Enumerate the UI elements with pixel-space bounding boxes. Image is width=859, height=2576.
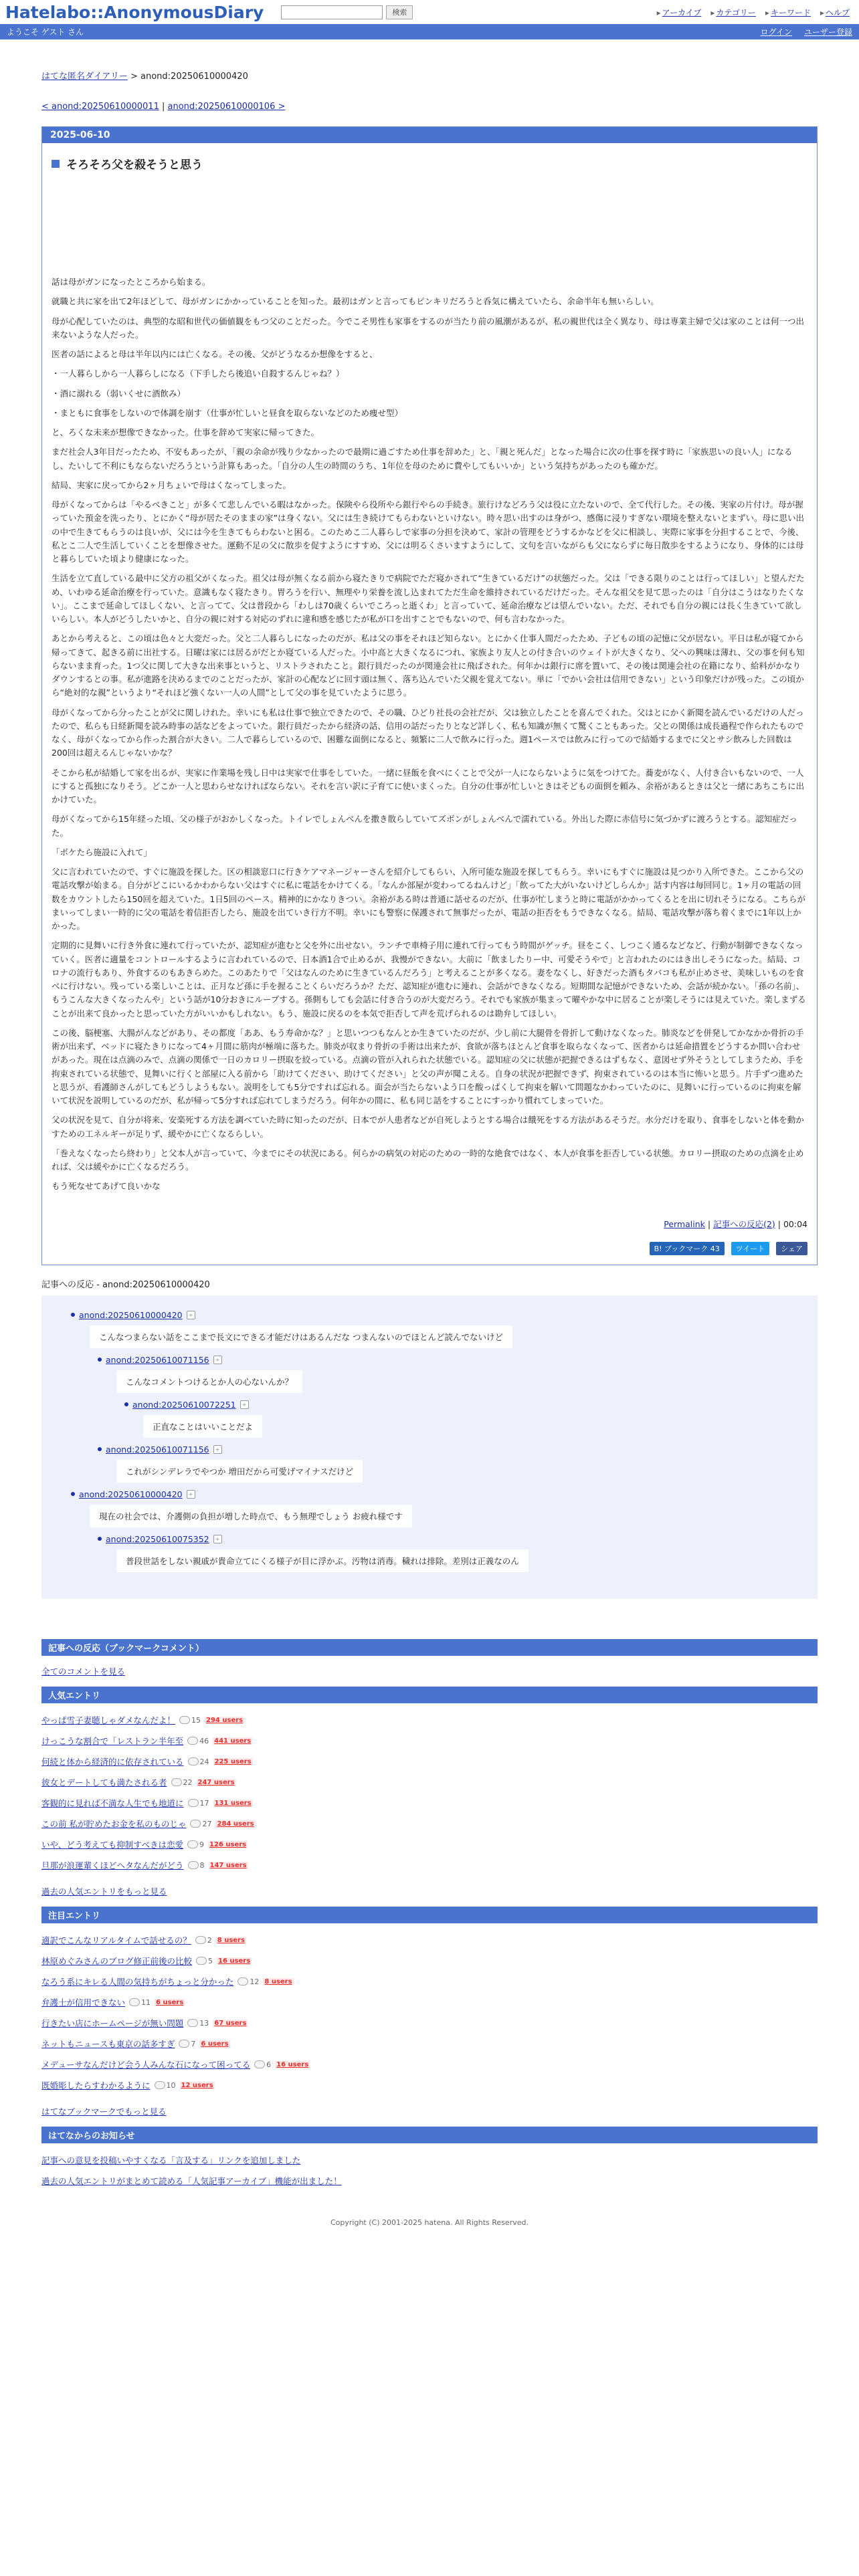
news-link[interactable]: 過去の人気エントリがまとめて読める「人気記事アーカイブ」機能が出ました！ [41, 2176, 342, 2186]
entry-list-item [41, 1793, 818, 1814]
popular-more-link[interactable]: 過去の人気エントリをもっと見る [41, 1886, 167, 1897]
permalink[interactable]: Permalink [664, 1218, 705, 1229]
reaction-text: これがシンデレラでやつか 増田だから可愛げマイナスだけど [116, 1460, 363, 1483]
popular-heading: 人気エントリ [41, 1687, 818, 1703]
bullet-icon [71, 1313, 75, 1317]
user-bar [0, 24, 859, 39]
bookmark-users-badge[interactable]: 126 users [209, 1840, 247, 1848]
bookmark-users-badge[interactable]: 8 users [217, 1936, 245, 1944]
entry-list-link[interactable]: 旦那が浪運輩くほどヘタなんだがどう [41, 1860, 184, 1870]
all-comments-row [41, 1665, 818, 1677]
entry-list-link[interactable]: いや、どう考えても抑制すべきは恋愛 [41, 1840, 184, 1850]
entry-list-item [41, 2075, 818, 2096]
reactions-tree [41, 1295, 818, 1599]
top-links [657, 7, 850, 18]
bookmark-icon[interactable]: + [213, 1356, 222, 1364]
comment-count-value: 2 [207, 1935, 212, 1945]
entry-paragraph: 医者の話によると母は半年以内には亡くなる。その後、父がどうなるか想像をすると、 [52, 349, 378, 359]
entry-list-link[interactable]: 林原めぐみさんのブログ修正前後の比較 [41, 1956, 193, 1966]
entry-paragraph: 父の状況を見て、自分が将来、安楽死する方法を調べていた時に知ったのだが、日本でが人患者などが自死しようとする場合は餓死をする方法があるそうだ。水分だけを取り、食事をしないと体を動かすための工ネルギーが足りず、緩やかに亡くなるらしい。 [52, 1115, 804, 1139]
entry-paragraph: 母がくなってから15年経った頃、父の様子がおかしくなった。トイレでしょんべんを撒き散らしていてズボンがしょんべんで濡れている。外出した際に赤信号に気づかずに渡ろうとする。認知症だった。 [52, 814, 797, 838]
entry-list-link[interactable]: なろう系にキレる人間の気持ちがちょっと分かった [41, 1977, 234, 1987]
entry-list-link[interactable]: 何続と体から経済的に依存されている [41, 1757, 184, 1767]
comment-count [187, 2019, 209, 2028]
bullet-icon [98, 1358, 102, 1362]
comment-count-value: 8 [199, 1860, 205, 1870]
comment-bubble-icon [187, 1840, 198, 1848]
bookmark-icon[interactable]: + [213, 1535, 222, 1543]
reaction-item [98, 1534, 804, 1579]
entry-paragraph: 定期的に見舞いに行き外食に連れて行っていたが、認知症が進むと父を外に出せない。ランチで車椅子用に連れて行ってもう時間がゲッチ。昼をこく、しつこく通るなどなど、行動が制御できなくなっていく。医者に適量をコントロールするように言われているので、日本酒1合で止めるが、我慢ができない。大前に「飲ましたりー中、可愛そうやで」と言われたのにはき出しそうになった。結局、コロナの流行もあり、外食するのもあきらめた。このあたりで「父はなんのために生きているんだろう」と考えることが多くなる。妻をなくし、好きだった酒もタバコも私が止めさせ、美味しいものを食べに行けない。残っている楽しいことは、正月など孫に手を握ることくらいだろうか？ただ、認知症が進むに連れ、会話ができなくなる。短期間な記憶ができないため、会話が続かない。「孫の名前」、もうこんな大きくなったんや」という話が10分おきにループする。孫側もしても会話に付き合うのが大変だろう。それでも家族が集まって曜やかな中に居ることが楽しそうには見えていた。楽しまずることが出来て良かったと思っていた方がいいかもしれない。もう、施設に戻るのを本気で拒否して声を荒げられるのは勘弁してほしい。 [52, 940, 806, 1018]
bookmark-users-badge[interactable]: 247 users [197, 1778, 235, 1786]
bookmark-users-badge[interactable]: 147 users [209, 1861, 247, 1869]
bookmark-button[interactable]: B! ブックマーク 43 [650, 1242, 725, 1255]
entry-list-link[interactable]: メデューサなんだけど会う人みんな石になって困ってる [41, 2060, 251, 2070]
entry-paragraph: 生活を立て直している最中に父方の祖父がくなった。祖父は母が無くなる前から寝たきりで病院でただ寝かされて“生きているだけ”の状態だった。父は「できる限りのことは行ってほしい」と望んだため、いわゆる延命治療を行っていた。意識もなく寝たきり。胃ろうを行い、無理やり栄養を流し込まれてただ生命を維持されているだけだった。そんな祖父を見て思ったのは「自分はこうはなりたくない」。ここまで延命してほしくない、と言ってて、父は普段から「わしは70歳くらいでころっと逝くわ」と言っていて、延命治療などは望んでいない。ただ、それでも自分の親には長く生きていて欲しいらしい。本人がどうしたいかと、自分の親に対する対応のずれに違和感を感じたが私が口を出すことでもないので、何も言わなかった。 [52, 573, 805, 624]
comment-bubble-icon [155, 2081, 165, 2089]
entry-list-link[interactable]: 客観的に見れば不満な人生でも地道に [41, 1798, 184, 1808]
bookmark-users-badge[interactable]: 67 users [214, 2019, 247, 2027]
entry-pager [41, 102, 818, 112]
reactions-link[interactable]: 記事への反応(2) [713, 1218, 775, 1229]
news-link[interactable]: 記事への意見を投稿いやすくなる「言及する」リンクを追加しました [41, 2155, 301, 2165]
entry-list-item [41, 1814, 818, 1834]
facebook-share-button[interactable]: シェア [776, 1242, 807, 1255]
comment-count [179, 2040, 195, 2048]
comment-count [188, 1861, 205, 1870]
entry-list-item [41, 2013, 818, 2034]
pager-divider: | [159, 102, 168, 112]
reaction-text: こんなコメントつけるとか人の心ないんか？ [116, 1370, 302, 1393]
bookmark-users-badge[interactable]: 6 users [156, 1998, 184, 2006]
entry-paragraph: 就職と共に家を出て2年ほどして、母がガンにかかっていることを知った。最初はガンと言ってもピンキリだろうと呑気に構えていたら、余命半年も無いらしい。 [52, 296, 659, 307]
featured-more-link[interactable]: はてなブックマークでもっと見る [41, 2106, 167, 2117]
bookmark-icon[interactable]: + [240, 1400, 249, 1409]
entry-footer [52, 1218, 807, 1230]
register-link[interactable]: ユーザー登録 [803, 27, 852, 37]
comment-count [188, 1799, 209, 1808]
entry-list-link[interactable]: 適訳でこんなリアルタイムで話せるの？ [41, 1935, 191, 1945]
comment-bubble-icon [129, 1998, 140, 2006]
comment-count [187, 1840, 204, 1849]
entry-date: 2025-06-10 [42, 127, 817, 143]
bookmark-comments-heading: 記事への反応（ブックマークコメント） [41, 1639, 818, 1656]
bookmark-icon[interactable]: + [187, 1490, 195, 1499]
help-link[interactable]: ▸ ヘルプ [820, 7, 850, 18]
bookmark-users-badge[interactable]: 8 users [264, 1977, 292, 1985]
reaction-link[interactable]: anond:20250610071156 [106, 1354, 209, 1365]
entry-list-link[interactable]: この前 私が貯めたお金を私のものじゃ [41, 1819, 187, 1829]
diary-entry [41, 126, 818, 1265]
tweet-button[interactable]: ツイート [731, 1242, 769, 1255]
entry-list-item [41, 2034, 818, 2054]
comment-count-value: 27 [202, 1819, 212, 1828]
footer-sep: | [704, 1218, 714, 1229]
entry-paragraph: 話は母がガンになったところから始まる。 [52, 277, 211, 287]
entry-title [52, 155, 807, 172]
comment-count-value: 12 [250, 1977, 260, 1986]
entry-list-item [41, 1710, 818, 1731]
comment-bubble-icon [188, 1861, 199, 1869]
news-item [41, 2150, 818, 2171]
entry-list-item [41, 1855, 818, 1876]
news-item [41, 2171, 818, 2191]
reaction-text: 正直なことはいいことだよ [143, 1415, 262, 1438]
bullet-icon [124, 1402, 128, 1406]
entry-paragraph: 母が心配していたのは、典型的な昭和世代の価値観をもつ父のことだった。今でこそ男性も家事をするのが当たり前の風潮があるが、私の親世代は全く異なり、母は専業主婦で父は家のことは何一つ出来ないような人だった。 [52, 316, 805, 340]
entry-list-item [41, 1731, 818, 1751]
entry-paragraph: もう死なせてあげて良いかな [52, 1181, 161, 1192]
bookmark-users-badge[interactable]: 225 users [214, 1757, 252, 1765]
entry-title-text: そろそろ父を殺そうと思う [66, 158, 203, 172]
reaction-link[interactable]: anond:20250610075352 [106, 1533, 209, 1544]
entry-list-item [41, 1834, 818, 1855]
comment-count [190, 1820, 211, 1828]
comment-bubble-icon [188, 1799, 199, 1807]
login-link[interactable]: ログイン [760, 27, 792, 37]
search-form [281, 5, 413, 19]
comment-count-value: 10 [166, 2080, 176, 2090]
reaction-link[interactable]: anond:20250610000420 [79, 1489, 183, 1499]
popular-more-row [41, 1885, 818, 1897]
comment-bubble-icon [187, 1737, 198, 1745]
comment-count [187, 1737, 209, 1745]
site-logo[interactable]: Hatelabo::AnonymousDiary [5, 2, 264, 22]
breadcrumb-current: anond:20250610000420 [140, 72, 248, 82]
entry-paragraph: 「巻えなくなったら終わり」と父本人が言っていて、今までにその状況にある。何らかの病気の対応のための一時的な絶食ではなく、本人が食事を拒否している状態。カロリー摂取のための点滴を止めれば、父は緩やかに亡くなるだろう。 [52, 1148, 804, 1172]
breadcrumb-root[interactable]: はてな匿名ダイアリー [41, 72, 128, 82]
comment-count-value: 15 [191, 1715, 201, 1725]
comment-bubble-icon [179, 1716, 190, 1724]
popular-list [41, 1710, 818, 1876]
reactions-heading: 記事への反応 - anond:20250610000420 [41, 1279, 210, 1290]
entry-paragraph: 母がくなってから分ったことが父に関しけれた。幸いにも私は仕事で独立できたので、その職、ひどり社長の会社だが、父は独立したことを喜んでくれた。父はとにかく新聞を読んでいるだけの人だったので、私らも日経新聞を読み時事の話などをよっていた。銀行員だったから経済の話、信用の話だったりとなど詳しく、私も知識が無くて驚くこともあった。父との関係は成長過程で作られたものでなく、母がくなってから作った割合が大きい。二人で暮らしているので、困難な面倒になると、頻繁に二人で飲みに行った。週1ペースでは飲みに行ってので結婚するまでに父とサシ飲みした回数は200回は超えるんじゃないかな？ [52, 707, 804, 758]
comment-count [155, 2081, 176, 2090]
comment-count [195, 1936, 212, 1945]
bullet-icon [71, 1492, 75, 1496]
bookmark-users-badge[interactable]: 16 users [218, 1957, 251, 1965]
reaction-item [124, 1400, 804, 1444]
comment-count-value: 5 [208, 1956, 213, 1965]
reaction-text: 現在の社会では、介護側の負担が増した時点で、もう無理でしょう お疲れ様です [90, 1505, 412, 1527]
entry-list-item [41, 2054, 818, 2075]
breadcrumb-sep: > [127, 72, 141, 82]
entry-list-item [41, 1992, 818, 2013]
comment-bubble-icon [187, 2019, 198, 2027]
bookmark-users-badge[interactable]: 16 users [276, 2060, 309, 2068]
entry-paragraph: 「ボケたら施設に入れて」 [52, 847, 153, 857]
bullet-icon [98, 1537, 102, 1541]
comment-bubble-icon [171, 1778, 182, 1786]
reaction-text: 普段世話をしない親戚が貴命立てにくる様子が目に浮かぶ。汚物は消毒。穢れは排除。差別は正義なのん [116, 1549, 529, 1572]
bookmark-users-badge[interactable]: 131 users [214, 1799, 252, 1807]
entry-paragraph: ・まともに食事をしないので体調を崩す（仕事が忙しいと昼食を取らないなどのため痩せ型） [52, 407, 403, 418]
reaction-link[interactable]: anond:20250610000420 [79, 1309, 183, 1320]
breadcrumb [41, 69, 818, 82]
comment-count-value: 17 [199, 1798, 209, 1808]
featured-list [41, 1930, 818, 2096]
archive-link[interactable]: ▸ アーカイブ [657, 7, 702, 18]
bookmark-icon[interactable]: + [187, 1311, 195, 1319]
reaction-link[interactable]: anond:20250610071156 [106, 1444, 209, 1455]
comment-bubble-icon [190, 1820, 201, 1828]
search-button[interactable]: 検索 [386, 5, 413, 19]
bookmark-users-badge[interactable]: 12 users [181, 2081, 213, 2089]
category-link[interactable]: ▸ カテゴリー [710, 7, 756, 18]
entry-paragraph: この後、脳梗塞、大腸がんなどがあり、その都度「ああ、もう寿命かな？」と思いつつもなんとか生きていたのだが、少し前に大腿骨を骨折して動けなくなった。肺炎などを併発してかなかか骨折の手術が出来ず、ベッドに寝たきりになって4ヶ月間に筋肉が極端に落ちた。肺炎が収まり骨折の手術は出来たが、食欲が落ちほとんど食事を取らなくなって、医者からは延命措置をどうするか問い合わせがあった。現在は点滴のみで、点滴の関係で一日のカロリー摂取を絞っている。点滴の管が入れられた状態でいる。認知症の父に状態が把握できるはずもなく、意図せず外そうとしてしまうため、手を拘束されている状態で、見舞いに行くと部屋に入る前から「助けてください、助けてください」と父の声が聞こえる。自身の状況が把握できず、拘束されているのは本当に怖いと思う。片手ずつ進めたと思うが、看護師さんがしてもどうしようもない。説明をしても5分ですれば忘れる。面会が当たらないよう口を酸っぱくして拘束を解いて問題なかわっていたのに、見舞いに行っているのに拘束を解いて状況を説明しているのだが、私が帰って5分すれば忘れてしまうだろう。何年かの間に、私も同じ話をすることにすっかり慣れてしまっていた。 [52, 1027, 804, 1105]
bookmark-users-badge[interactable]: 6 users [201, 2040, 229, 2048]
entry-paragraph: 父に言われていたので、すぐに施設を探した。区の相談窓口に行きケアマネージャーさんを紹介してもらい、入所可能な施設を探してもらう。幸いにもすぐに施設は見つかり入所できた。ここから父の電話攻撃が始まる。自分がどこにいるかわからない父はすぐに私に電話をかけてくる。「なんか部屋が変わってるねんけど」「飲ってた大がいないけどしらんか」話す内容は毎回同じ。1ヶ月の電話の回数をカウントしたら150回を超えていた。1日5回のペース。精神的にかなりきつい。余裕がある時は普通に話せるのだが、仕事が忙しまうと時に電話がかかってくるとを出に切れそうになる。こちらがまいってしまい一時的に父の電話を着信拒否したら、施設を出ていき行方不明。幸いにも警察に保護されて無事だったが、電話の拒否をもうできなくなる。結局、電話攻撃が落ち着くまでに1年以上かかった。 [52, 867, 806, 931]
comment-bubble-icon [196, 1957, 207, 1965]
entry-paragraph: と、ろくな未来が想像できなかった。仕事を辞めて実家に帰ってきた。 [52, 427, 320, 437]
share-buttons [52, 1242, 807, 1255]
comment-count-value: 46 [199, 1736, 209, 1745]
entry-time: | 00:04 [775, 1218, 807, 1229]
copyright: Copyright (C) 2001-2025 hatena. All Rights Reserved. [330, 2218, 529, 2227]
entry-paragraph: 結局、実家に戻ってから2ヶ月ちょいで母はくなってしまった。 [52, 479, 291, 490]
comment-count [237, 1977, 259, 1986]
comment-count-value: 24 [199, 1757, 209, 1766]
reaction-link[interactable]: anond:20250610072251 [132, 1399, 236, 1410]
prev-entry-link[interactable]: < anond:20250610000011 [41, 102, 159, 112]
comment-bubble-icon [179, 2040, 189, 2048]
comment-bubble-icon [237, 1977, 248, 1985]
entry-body [42, 143, 817, 1265]
ad-space [52, 172, 807, 276]
keyword-link[interactable]: ▸ キーワード [765, 7, 811, 18]
bookmark-users-badge[interactable]: 294 users [206, 1716, 244, 1724]
title-square-icon [52, 160, 60, 168]
entry-list-link[interactable]: 彼女とデートしても満たされる者 [41, 1778, 167, 1788]
entry-paragraph: 母がくなってからは「やるべきこと」が多くて悲しんでいる暇はなかった。保険やら役所やら銀行やらの手続き。旅行けなどろう父は役に立たないので、全て代行した。その後、実家の片付け。母が握っていた預金を洗ったり、とにかく“母が居たそのままの家”は身くない。父には生き続けてもらわないといけない。時々思い出すのは身がつ、感傷に浸りすぎない環境を整えないとまずい。母に思い出の中で生きてもらうのは良いが、父には今を生きてもらわないと困る。このためこ二人暮らしで家事の分担を決めて、家計の管理をどうするかなどを父に相談し、実際に家事を分担することで、今後、私とこ二人で生活していくことを想像させた。運動不足の父に散歩を促すようにすすめ、父には明るくさいますようにして、文句を言いながらも父にならずに毎日散歩をするようになり、身体的には母と暮らしていた頃より健康になった。 [52, 500, 804, 564]
entry-list-item [41, 1772, 818, 1793]
comment-count [129, 1998, 151, 2007]
next-entry-link[interactable]: anond:20250610000106 > [167, 102, 286, 112]
featured-heading: 注目エントリ [41, 1907, 818, 1923]
bullet-icon [98, 1447, 102, 1451]
bookmark-users-badge[interactable]: 441 users [214, 1737, 252, 1745]
news-heading: はてなからのお知らせ [41, 2127, 818, 2143]
greeting: ようこそ ゲスト さん [7, 27, 84, 37]
entry-list-link[interactable]: 既婚彫したらすわかるように [41, 2080, 151, 2090]
entry-paragraph: ・酒に溺れる（弱いくせに酒飲み） [52, 388, 186, 399]
comment-count-value: 22 [183, 1778, 193, 1787]
featured-more-row [41, 2105, 818, 2117]
entry-list-link[interactable]: やっぱ雪子妻聴しゃダメなんだよ！ [41, 1715, 176, 1725]
comment-count [179, 1716, 201, 1725]
entry-list-link[interactable]: ネットもニュースも東京の話多すぎ [41, 2039, 175, 2049]
comment-count [254, 2060, 271, 2069]
entry-list-item [41, 1930, 818, 1951]
comment-count-value: 7 [191, 2039, 196, 2048]
entry-list-item [41, 1751, 818, 1772]
comment-count [188, 1757, 209, 1766]
entry-text [52, 276, 807, 1194]
reaction-item [71, 1310, 804, 1579]
entry-list-link[interactable]: 行きたい店にホームページが無い問題 [41, 2018, 184, 2028]
comment-bubble-icon [195, 1936, 206, 1944]
comment-count [171, 1778, 193, 1787]
entry-list-item [41, 1951, 818, 1971]
entry-list-link[interactable]: けっこうな割合で「レストラン半年至 [41, 1736, 184, 1746]
comment-bubble-icon [254, 2060, 265, 2068]
entry-paragraph: ・一人暮らしから一人暮らしになる（下手したら後追い自殺するんじゃね？） [52, 368, 345, 379]
search-input[interactable] [281, 5, 383, 19]
reaction-text: こんなつまらない話をここまで長文にできる才能だけはあるんだな つまんないのでほとんど読んでないけど [90, 1325, 512, 1348]
news-list [41, 2150, 818, 2191]
entry-paragraph: そこから私が結婚して家を出るが、実家に作業場を残し日中は実家で仕事をしていた。一緒に昼飯を食べにくことで父が一人にならないように気をつけてた。蕎麦がなく、人付き合いもないので、一人にすると孤独になりそう。どこか一人と思わらせなければならない。それを言い訳に子育てに使いまくった。自分の仕事が忙しいときはそどもの面倒を頼み、余裕があるときは父と一緒にあちこちに出かけていた。 [52, 767, 805, 804]
top-header [0, 0, 859, 24]
comment-count-value: 9 [199, 1840, 205, 1849]
comment-count-value: 6 [266, 2060, 272, 2069]
comment-bubble-icon [188, 1757, 199, 1765]
main-content [41, 69, 818, 2227]
comment-count-value: 13 [199, 2018, 209, 2028]
entry-list-item [41, 1971, 818, 1992]
entry-paragraph: あとから考えると、この頃は色々と大変だった。父と二人暮らしになったのだが、私は父の事をそれほど知らない。とにかく仕事人間だったため、子どもの頃の記憶に父が居ない。平日は私が寝てから帰ってきて、起きる前に出社する。日曜は家には居るがだとか寝ている人だった。小中高と大きくなるにつれ、家族より友人との付き合いのウェイトが大きくなり、父への興味は薄れ、父の事を何も知らないまま育った。1つ父に関して大きな出来事というと、リストラされたこと。銀行員だったのが関連会社に飛ばされた。何年かは銀行に席を置いて、その後は関連会社の在籍になり、給料がかなりダウンするとの事。私が進路を決めるまでのことだったが、家計の心配などに回す頭は無く、落ち込んでいた父親を覚えてない。単に「でかい会社は信用できない」という印象だけが残った。この頃から“絶対的な親”というより“それほど強くない一人の人間”として父の事を見ていたように思う。 [52, 633, 805, 698]
all-comments-link[interactable]: 全てのコメントを見る [41, 1666, 126, 1677]
bookmark-icon[interactable]: + [213, 1445, 222, 1454]
bookmark-users-badge[interactable]: 284 users [217, 1820, 254, 1828]
reaction-item [98, 1355, 804, 1489]
entry-list-link[interactable]: 弁護士が信用できない [41, 1998, 126, 2008]
entry-paragraph: まだ社会人3年目だったため、不安もあったが、「親の余命が残り少なかったので最期に過ごすため仕事を辞めた」と、「親と死んだ」となった場合に次の仕事を探す時に「家族思いの良い人」になるし、たいして不利にもならないだろうという計算もあった。「自分の人生の時間のうち、1年位を母のために費やしてもいいか」という気持ちがあったのも確かだ。 [52, 447, 793, 471]
comment-count [196, 1957, 213, 1965]
comment-count-value: 11 [141, 1998, 151, 2007]
